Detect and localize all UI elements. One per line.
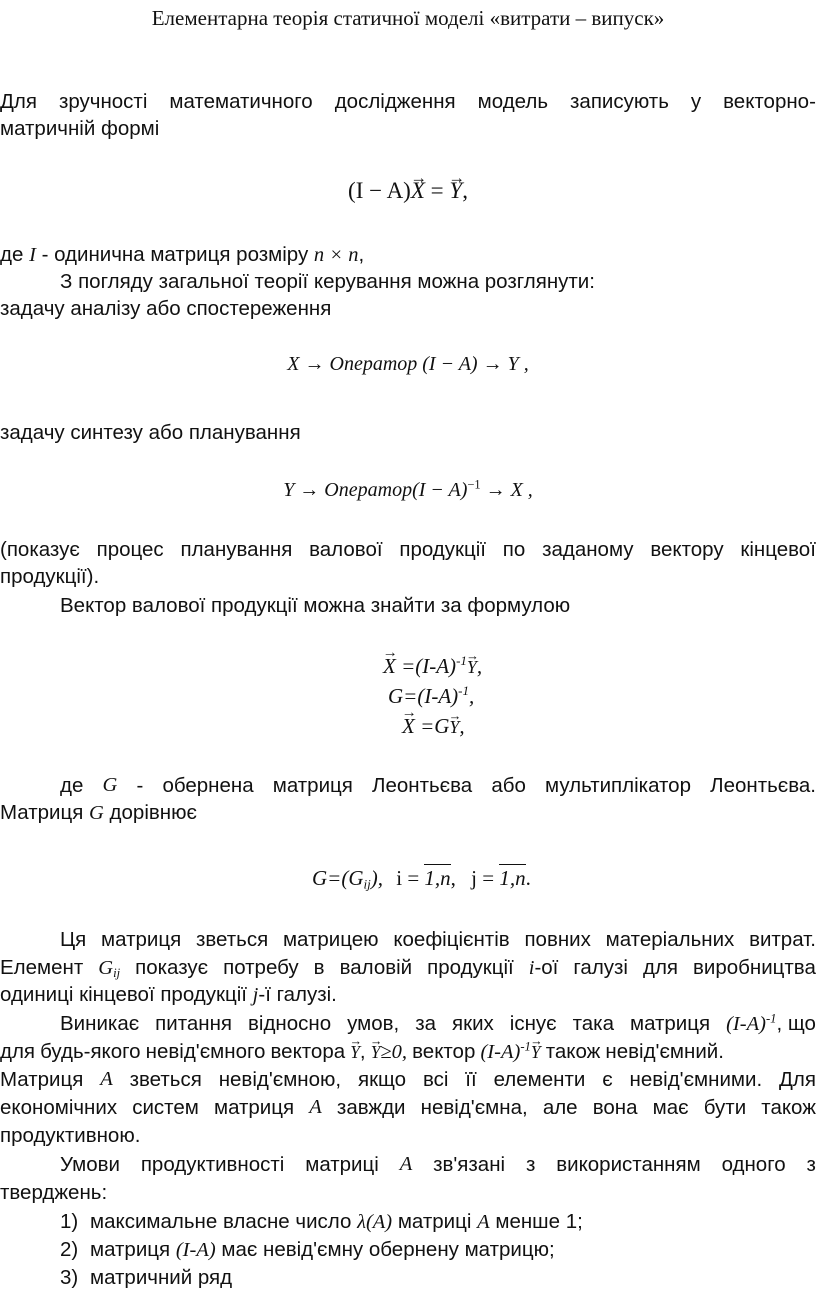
eq-superscript: -1	[456, 653, 467, 669]
list-number: 1)	[60, 1210, 79, 1233]
eq-tail: ,	[462, 178, 468, 203]
word: валовій	[339, 956, 413, 979]
symbol-a: A	[477, 1211, 490, 1233]
paragraph-9-line-2: тверджень:	[0, 1181, 108, 1204]
word: витрат.	[749, 928, 816, 951]
paragraph-3: задачу синтезу або планування	[0, 421, 301, 444]
word: зв'язані	[433, 1153, 506, 1176]
word: невід'ємними.	[629, 1068, 763, 1091]
paragraph-5: Вектор валової продукції можна знайти за формулою	[60, 594, 571, 617]
word: матриця	[213, 1096, 295, 1119]
text: для будь-якого невід'ємного вектора	[0, 1040, 351, 1063]
word: Елемент	[0, 956, 84, 979]
word: є	[602, 1068, 613, 1091]
word: коефіцієнтів	[393, 928, 510, 951]
vector-x: → X	[383, 654, 396, 678]
word: Умови	[60, 1153, 120, 1176]
word: зветься	[195, 928, 269, 951]
word: одного	[721, 1153, 786, 1176]
word: мультиплікатор	[545, 774, 691, 797]
paragraph-8-line-3	[0, 1068, 816, 1092]
symbol-g: G	[102, 774, 118, 796]
eq-tail: ,	[476, 654, 483, 678]
word: по	[502, 538, 526, 561]
word: економічних	[0, 1096, 118, 1119]
equation-main	[0, 178, 816, 204]
word: матеріальних	[605, 928, 735, 951]
word: Для	[779, 1068, 816, 1091]
word: Матриця	[0, 1068, 84, 1091]
text: Матриця	[0, 801, 90, 824]
word: математичного	[169, 90, 313, 113]
word: галузі	[573, 956, 628, 979]
paragraph-2-line-2: задачу аналізу або спостереження	[0, 297, 332, 320]
text: має невід'ємну обернену матрицю;	[215, 1238, 555, 1261]
i-range: 1,n	[424, 866, 451, 890]
eq-subscript: ij	[363, 876, 371, 892]
word: Ця	[60, 928, 87, 951]
word: Леонтьєва.	[710, 774, 816, 797]
eq-tail: → X ,	[480, 479, 533, 501]
word: зветься	[129, 1068, 202, 1091]
list-number: 2)	[60, 1238, 79, 1261]
paragraph-4-line-2: продукції).	[0, 565, 100, 588]
paragraph-6-line-1	[60, 774, 816, 798]
paragraph-8-line-1	[60, 1012, 816, 1037]
word: (показує	[0, 538, 80, 561]
word: використанням	[556, 1153, 701, 1176]
inequality: ≥0,	[380, 1041, 408, 1063]
word: вона	[592, 1096, 638, 1119]
word: дослідження	[334, 90, 456, 113]
size-n-n: n × n	[313, 244, 359, 266]
eq-tail: ,	[468, 684, 475, 708]
symbol-a: A	[399, 1153, 413, 1175]
superscript: -1	[765, 1011, 777, 1026]
lambda-a: λ(A)	[357, 1211, 393, 1233]
symbol-g: G	[89, 802, 104, 824]
i-label: i =	[396, 866, 425, 890]
word: записують	[570, 90, 669, 113]
word: її	[465, 1068, 477, 1091]
matrix: (I-A)	[175, 1239, 216, 1261]
word: продукції	[399, 538, 486, 561]
vector-y: → Y	[449, 178, 462, 204]
word: процес	[96, 538, 164, 561]
text: матриця	[90, 1238, 176, 1261]
paragraph-7-line-1	[60, 928, 816, 952]
symbol-g: G	[98, 957, 114, 979]
word: повних	[524, 928, 591, 951]
word: планування	[180, 538, 293, 561]
word: завжди	[336, 1096, 406, 1119]
word: елементи	[493, 1068, 586, 1091]
text: одиниці кінцевої продукції	[0, 983, 253, 1006]
word: зручності	[58, 90, 148, 113]
tail: , що	[776, 1012, 816, 1035]
symbol-gij	[98, 956, 120, 981]
word: валової	[309, 538, 383, 561]
word: вектору	[650, 538, 724, 561]
eq-lhs: (I − A)	[348, 178, 411, 203]
word: Для	[0, 90, 37, 113]
word: яких	[452, 1012, 494, 1035]
word: -ої	[534, 956, 559, 979]
word: виробництва	[693, 956, 816, 979]
eq-sign: =	[424, 178, 450, 203]
symbol-j: j	[252, 984, 259, 1006]
text: дорівнює	[103, 801, 197, 824]
j-range: 1,n	[499, 866, 526, 890]
eq-main: G=(I-A)	[388, 684, 459, 708]
symbol-i-suffix	[529, 956, 559, 981]
eq-g: G=(G	[312, 866, 364, 890]
word: кінцевої	[740, 538, 816, 561]
eq-tail: ,	[459, 714, 465, 738]
paragraph-9-line-1	[60, 1153, 816, 1177]
text: - одинична матриця розміру	[35, 243, 314, 266]
word: якщо	[357, 1068, 407, 1091]
text: також невід'ємний.	[540, 1040, 724, 1063]
paragraph-2-line-1: З погляду загальної теорії керування можна розглянути:	[60, 270, 595, 293]
vector-y: → Y	[350, 1042, 360, 1062]
word: але	[542, 1096, 578, 1119]
word: невід'ємною,	[218, 1068, 342, 1091]
paragraph-6-line-2	[0, 801, 816, 826]
equation-x2	[402, 714, 465, 738]
word: продуктивності	[140, 1153, 285, 1176]
word: відносно	[248, 1012, 332, 1035]
eq-mid: =G	[414, 714, 450, 738]
text: -ї галузі.	[258, 983, 337, 1006]
word: матриці	[305, 1153, 379, 1176]
text: менше 1;	[489, 1210, 583, 1233]
vector-x: → X	[411, 178, 425, 204]
subscript-ij: ij	[113, 966, 121, 981]
equation-x1	[383, 654, 482, 678]
word: Леонтьєва	[372, 774, 473, 797]
word: де	[60, 774, 84, 797]
matrix-inverse	[726, 1012, 816, 1037]
word: в	[313, 956, 325, 979]
word: всі	[422, 1068, 449, 1091]
eq-mid: =(I-A)	[395, 654, 457, 678]
word: потребу	[223, 956, 299, 979]
eq-superscript: -1	[458, 683, 469, 699]
paragraph-1-line-1	[0, 90, 816, 114]
text: ,	[358, 243, 365, 266]
list-item	[60, 1266, 816, 1290]
word: для	[642, 956, 679, 979]
word: за	[415, 1012, 437, 1035]
equation-analysis: X → Оператор (I − A) → Y ,	[287, 353, 529, 375]
word: питання	[155, 1012, 233, 1035]
symbol-i: I	[29, 244, 36, 266]
word: матриця	[101, 928, 182, 951]
word: векторно-	[723, 90, 816, 113]
page-title: Елементарна теорія статичної моделі «витрати – випуск»	[151, 6, 665, 30]
matrix: (I-A)	[726, 1013, 766, 1035]
paragraph-8-line-4	[0, 1096, 816, 1120]
word: невід'ємна,	[420, 1096, 528, 1119]
word: обернена	[162, 774, 254, 797]
list-number: 3)	[60, 1266, 79, 1289]
word: показує	[135, 956, 209, 979]
equation-synthesis	[0, 479, 816, 502]
paragraph-7-line-3	[0, 983, 816, 1008]
text: максимальне власне число	[90, 1210, 358, 1233]
paragraph-8-line-2	[0, 1040, 816, 1065]
word: матриця	[272, 774, 353, 797]
text: де	[0, 243, 30, 266]
j-label: j =	[471, 866, 500, 890]
word: також	[761, 1096, 816, 1119]
symbol-i: i	[528, 957, 535, 979]
vector-y: → Y	[467, 657, 477, 678]
list-item	[60, 1210, 816, 1235]
equation-gij	[312, 864, 531, 890]
word: Виникає	[60, 1012, 140, 1035]
vector-y: → Y	[531, 1042, 541, 1062]
end-period: .	[525, 866, 531, 890]
superscript: -1	[520, 1039, 531, 1054]
list-item	[60, 1238, 816, 1263]
paragraph-1-line-2: матричній формі	[0, 117, 160, 140]
word: заданому	[542, 538, 634, 561]
matrix: (I-A)	[480, 1041, 521, 1063]
eq-superscript: −1	[467, 477, 481, 492]
text: ,	[359, 1040, 371, 1063]
word: матрицею	[282, 928, 379, 951]
paragraph-8-line-5: продуктивною.	[0, 1124, 141, 1147]
where-i-line	[0, 243, 816, 268]
word: умов,	[347, 1012, 400, 1035]
word: систем	[132, 1096, 199, 1119]
text: матриці	[392, 1210, 478, 1233]
word: з	[806, 1153, 816, 1176]
separator: ,	[450, 866, 456, 890]
word: або	[491, 774, 526, 797]
word: має	[652, 1096, 689, 1119]
word: модель	[477, 90, 549, 113]
vector-y: → Y	[449, 717, 459, 738]
word: -	[136, 774, 144, 797]
text: вектор	[407, 1040, 481, 1063]
symbol-a: A	[309, 1096, 322, 1118]
symbol-a: A	[100, 1068, 113, 1090]
word: така	[572, 1012, 614, 1035]
word: існує	[509, 1012, 557, 1035]
text: матричний ряд	[90, 1266, 233, 1289]
word: бути	[703, 1096, 747, 1119]
eq-main: Y → Оператор(I − A)	[283, 479, 468, 501]
word: у	[690, 90, 702, 113]
word: продукції	[427, 956, 514, 979]
eq-close: ),	[370, 866, 383, 890]
word: з	[525, 1153, 536, 1176]
vector-x: → X	[402, 714, 415, 738]
paragraph-7-line-2	[0, 956, 816, 981]
vector-y: → Y	[371, 1042, 381, 1062]
word: матриця	[629, 1012, 711, 1035]
paragraph-4-line-1	[0, 538, 816, 562]
